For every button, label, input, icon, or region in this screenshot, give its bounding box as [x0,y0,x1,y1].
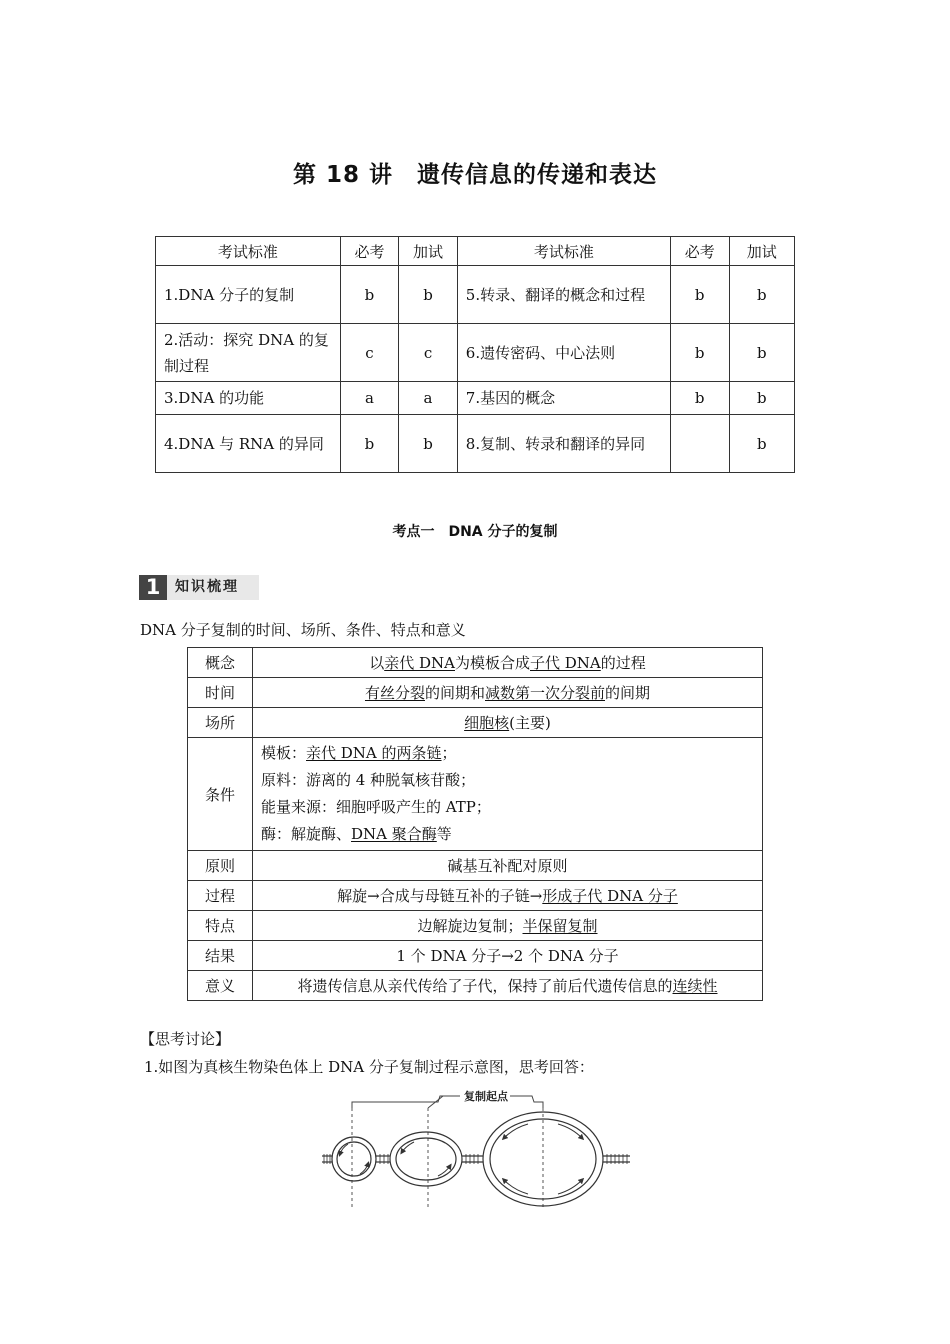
row-key: 特点 [188,911,253,941]
dna-strands [322,1112,630,1206]
table-row [188,708,763,738]
exam-standards-table [155,236,795,473]
condition-energy: 能量来源：细胞呼吸产生的 ATP； [261,798,491,816]
badge-number: 1 [139,575,167,600]
condition-enzyme: 酶：解旋酶、DNA 聚合酶等 [261,825,452,843]
required-cell: c [340,324,399,382]
additional-cell: c [399,324,458,382]
additional-cell: b [399,415,458,473]
table-row [188,738,763,851]
row-value: 细胞核(主要) [253,708,763,738]
row-value: 有丝分裂的间期和减数第一次分裂前的间期 [253,678,763,708]
discussion-heading: 【思考讨论】 [140,1030,231,1048]
replication-bubble-diagram [318,1086,638,1216]
header-cell: 考试标准 [457,237,670,266]
badge-text: 知识梳理 [175,579,239,595]
row-value [253,738,763,851]
row-value: 以亲代 DNA为模板合成子代 DNA的过程 [253,648,763,678]
table-row [188,911,763,941]
additional-cell: b [729,266,795,324]
table-row [156,415,795,473]
row-key: 原则 [188,851,253,881]
required-cell: b [670,324,729,382]
row-key: 场所 [188,708,253,738]
table-row [188,971,763,1001]
row-value: 1 个 DNA 分子→2 个 DNA 分子 [253,941,763,971]
standard-cell: 3.DNA 的功能 [156,382,341,415]
table-row [188,881,763,911]
replication-table [187,647,763,1001]
row-key: 意义 [188,971,253,1001]
header-cell: 加试 [729,237,795,266]
header-cell: 必考 [670,237,729,266]
additional-cell: b [399,266,458,324]
table-row [188,941,763,971]
intro-text: DNA 分子复制的时间、场所、条件、特点和意义 [140,621,466,639]
table-row [188,678,763,708]
origin-pointer-lines [352,1096,543,1108]
standard-cell: 4.DNA 与 RNA 的异同 [156,415,341,473]
table-row [156,382,795,415]
row-key: 时间 [188,678,253,708]
standard-cell: 6.遗传密码、中心法则 [457,324,670,382]
row-key: 概念 [188,648,253,678]
knowledge-badge [139,575,259,600]
required-cell: a [340,382,399,415]
required-cell: b [670,382,729,415]
section-title: 考点一 DNA 分子的复制 [392,524,558,540]
additional-cell: b [729,382,795,415]
question-1: 1.如图为真核生物染色体上 DNA 分子复制过程示意图，思考回答： [144,1058,594,1076]
standard-cell: 8.复制、转录和翻译的异同 [457,415,670,473]
origin-dashed-lines [352,1108,543,1210]
row-value: 解旋→合成与母链互补的子链→形成子代 DNA 分子 [253,881,763,911]
required-cell: b [340,415,399,473]
additional-cell: b [729,324,795,382]
standard-cell: 5.转录、翻译的概念和过程 [457,266,670,324]
origin-label: 复制起点 [464,1090,508,1103]
required-cell: b [670,266,729,324]
standard-cell: 1.DNA 分子的复制 [156,266,341,324]
condition-template: 模板：亲代 DNA 的两条链； [261,744,457,762]
additional-cell: b [729,415,795,473]
row-key: 条件 [188,738,253,851]
header-cell: 加试 [399,237,458,266]
table-row [156,324,795,382]
required-cell [670,415,729,473]
table-row [156,266,795,324]
additional-cell: a [399,382,458,415]
row-value: 碱基互补配对原则 [253,851,763,881]
condition-material: 原料：游离的 4 种脱氧核苷酸； [261,771,476,789]
required-cell: b [340,266,399,324]
row-value: 边解旋边复制；半保留复制 [253,911,763,941]
row-key: 过程 [188,881,253,911]
row-key: 结果 [188,941,253,971]
table-header-row [156,237,795,266]
standard-cell: 2.活动：探究 DNA 的复制过程 [156,324,341,382]
row-value: 将遗传信息从亲代传给了子代，保持了前后代遗传信息的连续性 [253,971,763,1001]
header-cell: 考试标准 [156,237,341,266]
page-title: 第 18 讲 遗传信息的传递和表达 [292,162,658,188]
table-row [188,851,763,881]
standard-cell: 7.基因的概念 [457,382,670,415]
header-cell: 必考 [340,237,399,266]
table-row [188,648,763,678]
